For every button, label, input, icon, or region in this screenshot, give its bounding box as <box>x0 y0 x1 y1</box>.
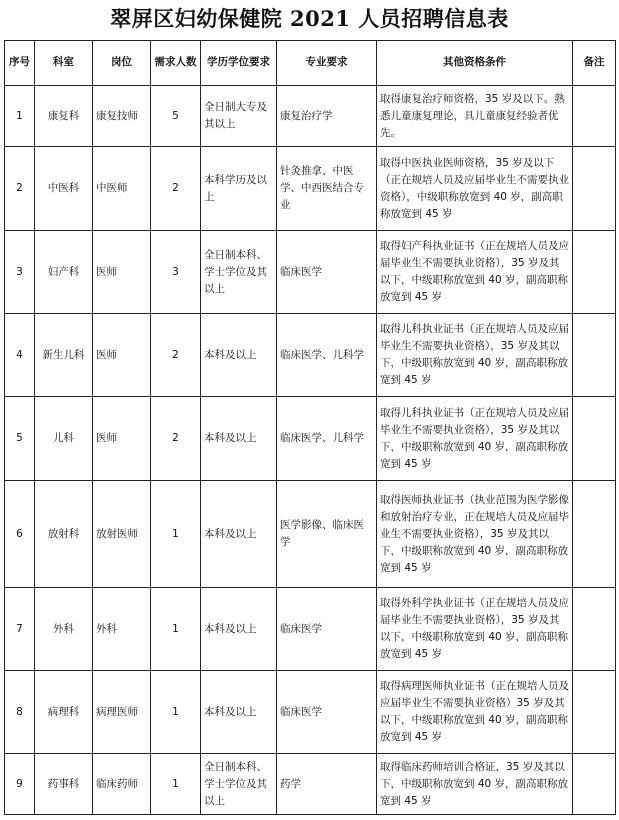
cell-post: 放射医师 <box>93 481 151 588</box>
table-row <box>5 231 616 314</box>
cell-edu: 本科及以上 <box>201 397 277 481</box>
recruitment-table <box>4 40 616 815</box>
cell-other: 取得病理医师执业证书（正在规培人员及应届毕业生不需要执业资格）35 岁及其以下，中级职称放宽到 40 岁，副高职称放宽到 45 岁 <box>377 671 573 754</box>
cell-note <box>573 588 616 671</box>
table-row <box>5 397 616 481</box>
cell-index: 9 <box>5 754 35 815</box>
header-edu: 学历学位要求 <box>201 41 277 86</box>
cell-count: 3 <box>151 231 201 314</box>
cell-count: 2 <box>151 397 201 481</box>
cell-note <box>573 397 616 481</box>
cell-post: 康复技师 <box>93 86 151 147</box>
cell-post: 病理医师 <box>93 671 151 754</box>
cell-edu: 全日制本科、学士学位及其以上 <box>201 231 277 314</box>
cell-dept: 康复科 <box>35 86 93 147</box>
cell-dept: 新生儿科 <box>35 314 93 397</box>
cell-index: 7 <box>5 588 35 671</box>
table-row <box>5 754 616 815</box>
cell-post: 医师 <box>93 397 151 481</box>
cell-note <box>573 147 616 231</box>
cell-major: 药学 <box>277 754 377 815</box>
header-dept: 科室 <box>35 41 93 86</box>
cell-index: 8 <box>5 671 35 754</box>
header-post: 岗位 <box>93 41 151 86</box>
cell-major: 临床医学 <box>277 231 377 314</box>
cell-post: 医师 <box>93 231 151 314</box>
cell-count: 1 <box>151 671 201 754</box>
page-title: 翠屏区妇幼保健院 2021 人员招聘信息表 <box>110 6 509 31</box>
header-other: 其他资格条件 <box>377 41 573 86</box>
cell-index: 6 <box>5 481 35 588</box>
cell-count: 1 <box>151 588 201 671</box>
cell-major: 临床医学 <box>277 671 377 754</box>
cell-post: 医师 <box>93 314 151 397</box>
cell-index: 2 <box>5 147 35 231</box>
cell-index: 1 <box>5 86 35 147</box>
cell-other: 取得医师执业证书（执业范围为医学影像和放射治疗专业，正在规培人员及应届毕业生不需要执业资格），35 岁及其以下，中级职称放宽到 40 岁，副高职称放宽到 45 岁 <box>377 481 573 588</box>
header-index: 序号 <box>5 41 35 86</box>
cell-index: 5 <box>5 397 35 481</box>
cell-major: 临床医学、儿科学 <box>277 397 377 481</box>
cell-edu: 本科学历及以上 <box>201 147 277 231</box>
cell-note <box>573 86 616 147</box>
cell-count: 5 <box>151 86 201 147</box>
cell-count: 1 <box>151 481 201 588</box>
table-row <box>5 671 616 754</box>
cell-major: 临床医学、儿科学 <box>277 314 377 397</box>
cell-note <box>573 754 616 815</box>
cell-other: 取得中医执业医师资格，35 岁及以下（正在规培人员及应届毕业生不需要执业资格），中级职称放宽到 40 岁，副高职称放宽到 45 岁 <box>377 147 573 231</box>
header-count: 需求人数 <box>151 41 201 86</box>
cell-index: 3 <box>5 231 35 314</box>
cell-count: 2 <box>151 314 201 397</box>
cell-major: 医学影像、临床医学 <box>277 481 377 588</box>
cell-major: 针灸推拿、中医学、中西医结合专业 <box>277 147 377 231</box>
header-major: 专业要求 <box>277 41 377 86</box>
cell-edu: 全日制本科、学士学位及其以上 <box>201 754 277 815</box>
cell-edu: 本科及以上 <box>201 481 277 588</box>
cell-note <box>573 481 616 588</box>
cell-count: 1 <box>151 754 201 815</box>
cell-edu: 本科及以上 <box>201 671 277 754</box>
cell-post: 中医师 <box>93 147 151 231</box>
table-row <box>5 314 616 397</box>
cell-other: 取得儿科执业证书（正在规培人员及应届毕业生不需要执业资格），35 岁及其以下，中级职称放宽到 40 岁，副高职称放宽到 45 岁 <box>377 397 573 481</box>
table-row <box>5 147 616 231</box>
cell-major: 康复治疗学 <box>277 86 377 147</box>
cell-edu: 本科及以上 <box>201 314 277 397</box>
cell-dept: 儿科 <box>35 397 93 481</box>
table-row <box>5 481 616 588</box>
cell-other: 取得临床药师培训合格证，35 岁及其以下，中级职称放宽到 40 岁，副高职称放宽到 45 岁 <box>377 754 573 815</box>
cell-edu: 本科及以上 <box>201 588 277 671</box>
cell-dept: 药事科 <box>35 754 93 815</box>
cell-dept: 妇产科 <box>35 231 93 314</box>
cell-dept: 放射科 <box>35 481 93 588</box>
cell-index: 4 <box>5 314 35 397</box>
cell-note <box>573 231 616 314</box>
cell-other: 取得妇产科执业证书（正在规培人员及应届毕业生不需要执业资格），35 岁及其以下，中级职称放宽到 40 岁，副高职称放宽到 45 岁 <box>377 231 573 314</box>
cell-dept: 中医科 <box>35 147 93 231</box>
header-row <box>5 41 616 86</box>
cell-note <box>573 314 616 397</box>
header-note: 备注 <box>573 41 616 86</box>
cell-other: 取得儿科执业证书（正在规培人员及应届毕业生不需要执业资格），35 岁及其以下，中级职称放宽到 40 岁，副高职称放宽到 45 岁 <box>377 314 573 397</box>
cell-post: 临床药师 <box>93 754 151 815</box>
cell-dept: 病理科 <box>35 671 93 754</box>
cell-dept: 外科 <box>35 588 93 671</box>
cell-other: 取得康复治疗师资格，35 岁及以下。熟悉儿童康复理论，具儿童康复经验者优先。 <box>377 86 573 147</box>
table-row <box>5 86 616 147</box>
cell-count: 2 <box>151 147 201 231</box>
cell-other: 取得外科学执业证书（正在规培人员及应届毕业生不需要执业资格），35 岁及其以下，中级职称放宽到 40 岁，副高职称放宽到 45 岁 <box>377 588 573 671</box>
cell-major: 临床医学 <box>277 588 377 671</box>
cell-post: 外科 <box>93 588 151 671</box>
table-row <box>5 588 616 671</box>
cell-edu: 全日制大专及其以上 <box>201 86 277 147</box>
cell-note <box>573 671 616 754</box>
